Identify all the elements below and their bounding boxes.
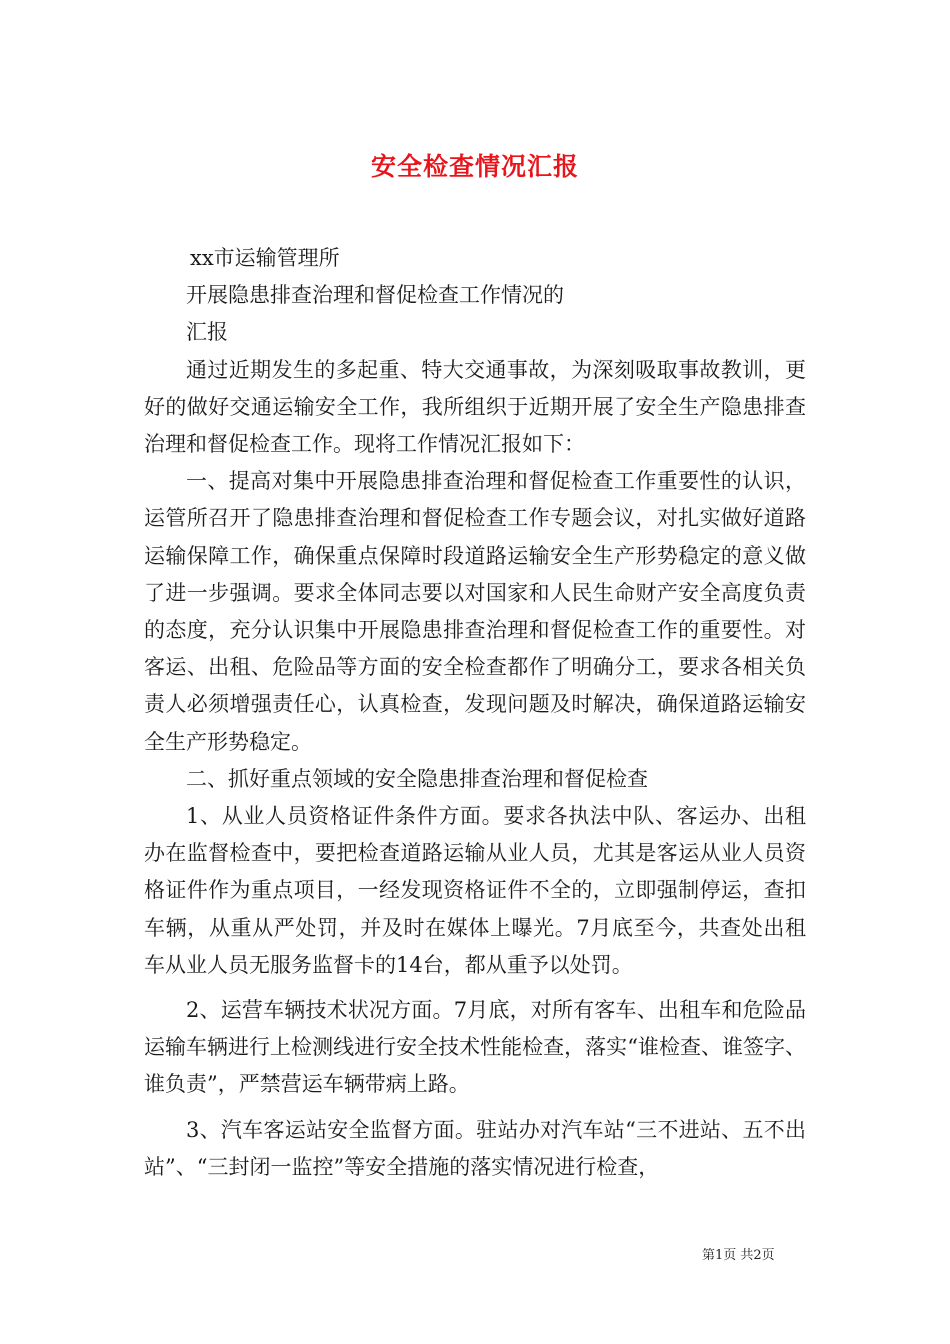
subtitle-line-2: 汇报: [186, 320, 228, 345]
document-body: [144, 240, 806, 1186]
paragraph-section-1: 一、提高对集中开展隐患排查治理和督促检查工作重要性的认识，运管所召开了隐患排查治理和督促检查工作专题会议，对扎实做好道路运输保障工作，确保重点保障时段道路运输安全生产形势稳定的意义做了进一步强调。要求全体同志要以对国家和人民生命财产安全高度负责的态度，充分认识集中开展隐患排查治理和督促检查工作的重要性。对客运、出租、危险品等方面的安全检查都作了明确分工，要求各相关负责人必须增强责任心，认真检查，发现问题及时解决，确保道路运输安全生产形势稳定。: [144, 469, 806, 754]
organization-line: xx市运输管理所: [190, 246, 340, 270]
page-number-footer: 第1页 共2页: [702, 1248, 775, 1263]
paragraph-item-1: 1、从业人员资格证件条件方面。要求各执法中队、客运办、出租办在监督检查中，要把检查道路运输从业人员，尤其是客运从业人员资格证件作为重点项目，一经发现资格证件不全的，立即强制停运，查扣车辆，从重从严处罚，并及时在媒体上曝光。7月底至今，共查处出租车从业人员无服务监督卡的14台，都从重予以处罚。: [144, 804, 806, 977]
paragraph-item-2: 2、运营车辆技术状况方面。7月底，对所有客车、出租车和危险品运输车辆进行上检测线进行安全技术性能检查，落实“谁检查、谁签字、谁负责”，严禁营运车辆带病上路。: [144, 998, 806, 1097]
paragraph-section-2-heading: 二、抓好重点领域的安全隐患排查治理和督促检查: [186, 766, 648, 791]
subtitle-line-1: 开展隐患排查治理和督促检查工作情况的: [186, 283, 564, 308]
paragraph-item-3: 3、汽车客运站安全监督方面。驻站办对汽车站“三不进站、五不出站”、“三封闭一监控”等安全措施的落实情况进行检查，: [144, 1117, 806, 1179]
paragraph-intro: 通过近期发生的多起重、特大交通事故，为深刻吸取事故教训，更好的做好交通运输安全工作，我所组织于近期开展了安全生产隐患排查治理和督促检查工作。现将工作情况汇报如下：: [144, 357, 806, 457]
document-title: 安全检查情况汇报: [370, 151, 579, 181]
